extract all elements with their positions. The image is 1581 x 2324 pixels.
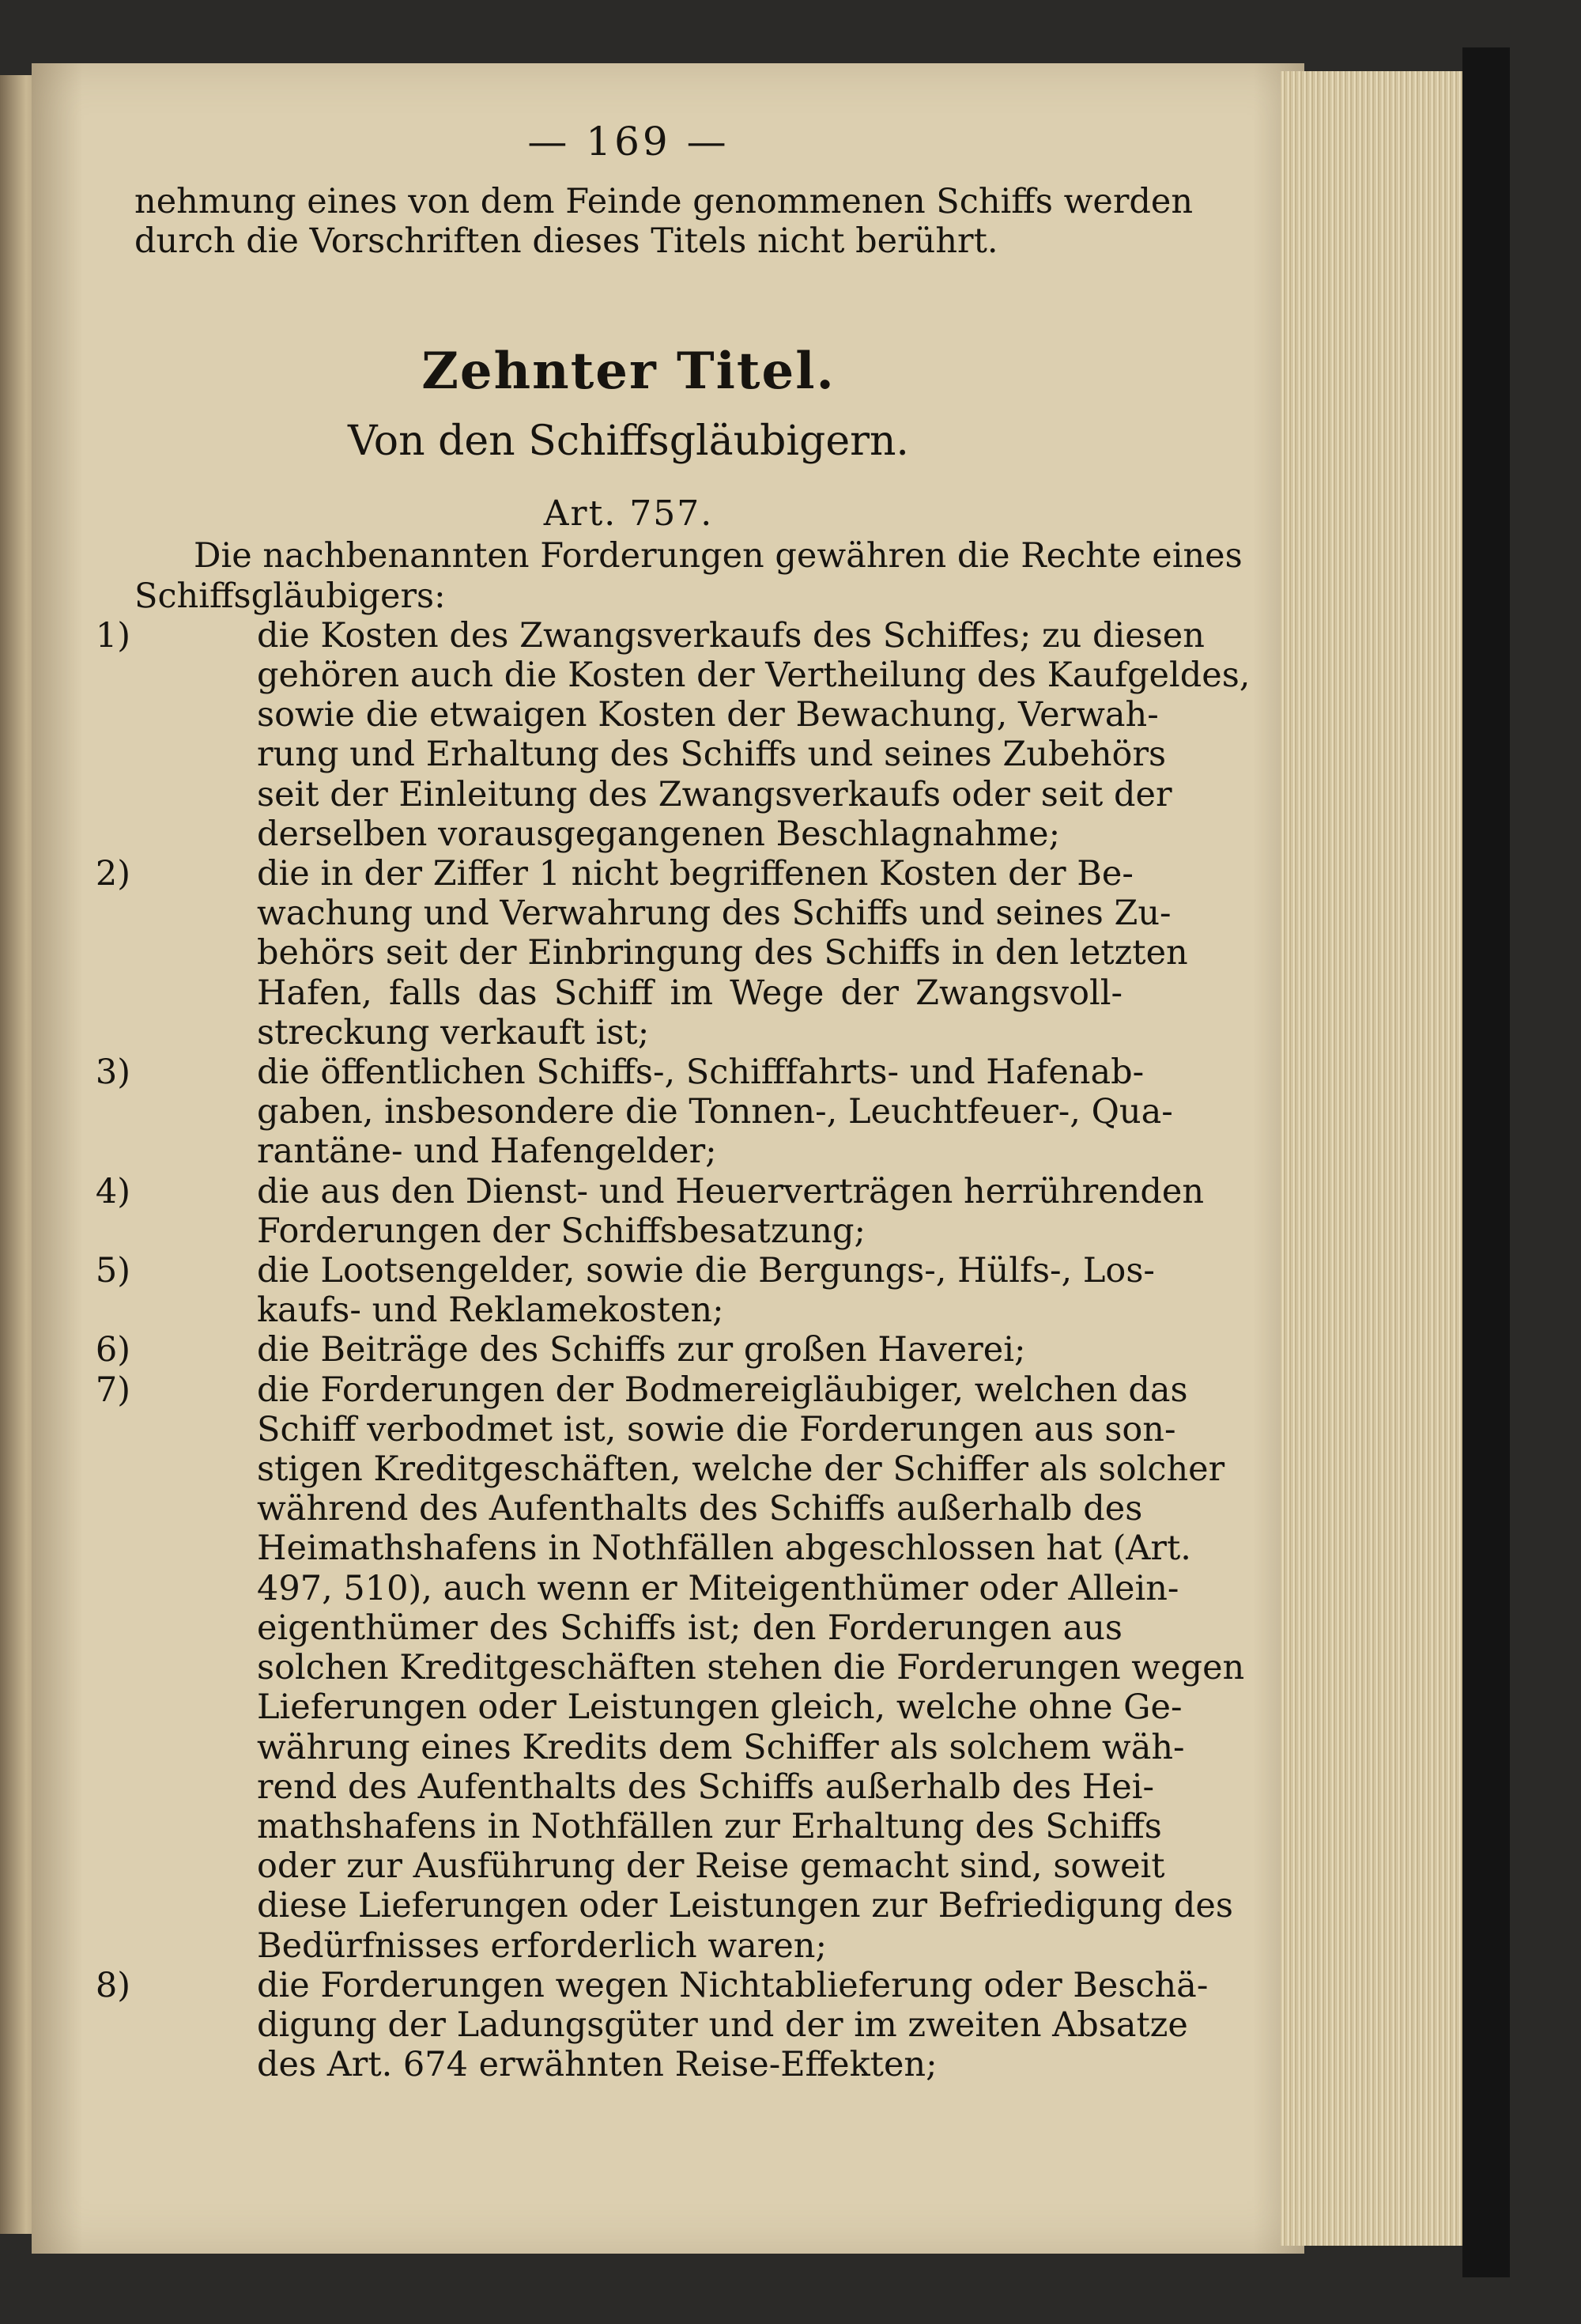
text-line: 497, 510), auch wenn er Miteigenthümer oder Allein-	[257, 1568, 1179, 1608]
text-line: Schiffsgläubigers:	[134, 576, 446, 616]
text-line: mathshafens in Nothfällen zur Erhaltung des Schiffs	[257, 1806, 1162, 1846]
enumerated-list	[95, 615, 1251, 2085]
lead-paragraph	[134, 536, 1243, 616]
text-line: des Art. 674 erwähnten Reise-Effekten;	[257, 2045, 938, 2085]
list-item-lines	[95, 615, 1251, 854]
list-item-number: 2)	[95, 854, 130, 894]
list-item	[95, 1330, 1123, 1370]
list-item-lines	[95, 1965, 1209, 2085]
text-line: Heimathshafens in Nothfällen abgeschlossen hat (Art.	[257, 1529, 1191, 1569]
text-line: die in der Ziffer 1 nicht begriffenen Kosten der Be-	[257, 854, 1134, 894]
text-line: Bedürfnisses erforderlich waren;	[257, 1925, 827, 1966]
text-line: rend des Aufenthalts des Schiffs außerhalb des Hei-	[257, 1767, 1155, 1807]
list-item-number: 6)	[95, 1330, 130, 1370]
text-line: kaufs- und Reklamekosten;	[257, 1290, 724, 1331]
text-line: die Lootsengelder, sowie die Bergungs-, Hülfs-, Los-	[257, 1251, 1155, 1291]
list-item-number: 3)	[95, 1052, 130, 1093]
intro-paragraph	[134, 182, 1194, 262]
text-line: die aus den Dienst- und Heuerverträgen herrührenden	[257, 1171, 1205, 1211]
page-header: — 169 —	[527, 119, 730, 164]
list-item	[95, 1251, 1155, 1331]
text-line: durch die Vorschriften dieses Titels nicht berührt.	[134, 221, 998, 262]
list-item-number: 7)	[95, 1370, 130, 1410]
text-line: behörs seit der Einbringung des Schiffs in den letzten	[257, 933, 1188, 973]
list-item-lines	[95, 1370, 1245, 1966]
text-line: gaben, insbesondere die Tonnen-, Leuchtfeuer-, Qua-	[257, 1092, 1173, 1132]
text-line: streckung verkauft ist;	[257, 1012, 650, 1052]
text-line: digung der Ladungsgüter und der im zweiten Absatze	[257, 2005, 1188, 2045]
article-heading: Art. 757.	[543, 493, 714, 535]
text-line: sowie die etwaigen Kosten der Bewachung, Verwah-	[257, 695, 1159, 735]
book-cover	[1462, 47, 1510, 2277]
text-line: derselben vorausgegangenen Beschlagnahme;	[257, 814, 1061, 854]
page-stack-edges	[1281, 71, 1470, 2246]
section-title: Zehnter Titel.	[421, 342, 836, 402]
list-item	[95, 1965, 1209, 2085]
section-subtitle: Von den Schiffsgläubigern.	[348, 418, 909, 466]
text-line: stigen Kreditgeschäften, welche der Schiffer als solcher	[257, 1449, 1225, 1490]
page-text	[95, 119, 1251, 2085]
text-line: die öffentlichen Schiffs-, Schifffahrts- und Hafenab-	[257, 1052, 1145, 1093]
text-line: Schiff verbodmet ist, sowie die Forderungen aus son-	[257, 1409, 1176, 1449]
text-line: Die nachbenannten Forderungen gewähren die Rechte eines	[194, 536, 1243, 576]
list-item	[95, 615, 1251, 854]
text-line: oder zur Ausführung der Reise gemacht sind, soweit	[257, 1846, 1165, 1887]
text-line: während des Aufenthalts des Schiffs außerhalb des	[257, 1489, 1143, 1529]
text-line: diese Lieferungen oder Leistungen zur Befriedigung des	[257, 1886, 1233, 1926]
text-line: Hafen, falls das Schiff im Wege der Zwangsvoll-	[257, 973, 1123, 1013]
text-line: die Forderungen wegen Nichtablieferung oder Beschä-	[257, 1965, 1209, 2005]
list-item-number: 8)	[95, 1965, 130, 2005]
text-line: rung und Erhaltung des Schiffs und seines Zubehörs	[257, 735, 1167, 775]
text-line: gehören auch die Kosten der Vertheilung des Kaufgeldes,	[257, 656, 1251, 696]
page-number: 169	[586, 119, 671, 164]
list-item	[95, 1370, 1245, 1966]
text-line: die Kosten des Zwangsverkaufs des Schiffes; zu diesen	[257, 615, 1205, 656]
text-line: währung eines Kredits dem Schiffer als solchem wäh-	[257, 1727, 1185, 1767]
list-item-number: 1)	[95, 615, 130, 656]
text-line: wachung und Verwahrung des Schiffs und seines Zu-	[257, 894, 1172, 934]
text-line: Forderungen der Schiffsbesatzung;	[257, 1211, 866, 1251]
text-line: rantäne- und Hafengelder;	[257, 1132, 717, 1172]
text-line: nehmung eines von dem Feinde genommenen Schiffs werden	[134, 182, 1194, 221]
list-item	[95, 1052, 1173, 1172]
text-line: die Beiträge des Schiffs zur großen Haverei;	[257, 1330, 1026, 1370]
list-item-lines	[95, 1330, 1123, 1370]
text-line: solchen Kreditgeschäften stehen die Forderungen wegen	[257, 1648, 1245, 1688]
list-item-lines	[95, 854, 1188, 1052]
text-line: eigenthümer des Schiffs ist; den Forderungen aus	[257, 1608, 1123, 1648]
list-item	[95, 854, 1188, 1052]
list-item-lines	[95, 1171, 1205, 1251]
text-line: Lieferungen oder Leistungen gleich, welche ohne Ge-	[257, 1687, 1183, 1728]
list-item-lines	[95, 1052, 1173, 1172]
list-item-number: 4)	[95, 1171, 130, 1211]
text-line: die Forderungen der Bodmereigläubiger, welchen das	[257, 1370, 1188, 1410]
list-item-number: 5)	[95, 1251, 130, 1291]
list-item-lines	[95, 1251, 1155, 1331]
list-item	[95, 1171, 1205, 1251]
text-line: seit der Einleitung des Zwangsverkaufs oder seit der	[257, 774, 1172, 814]
